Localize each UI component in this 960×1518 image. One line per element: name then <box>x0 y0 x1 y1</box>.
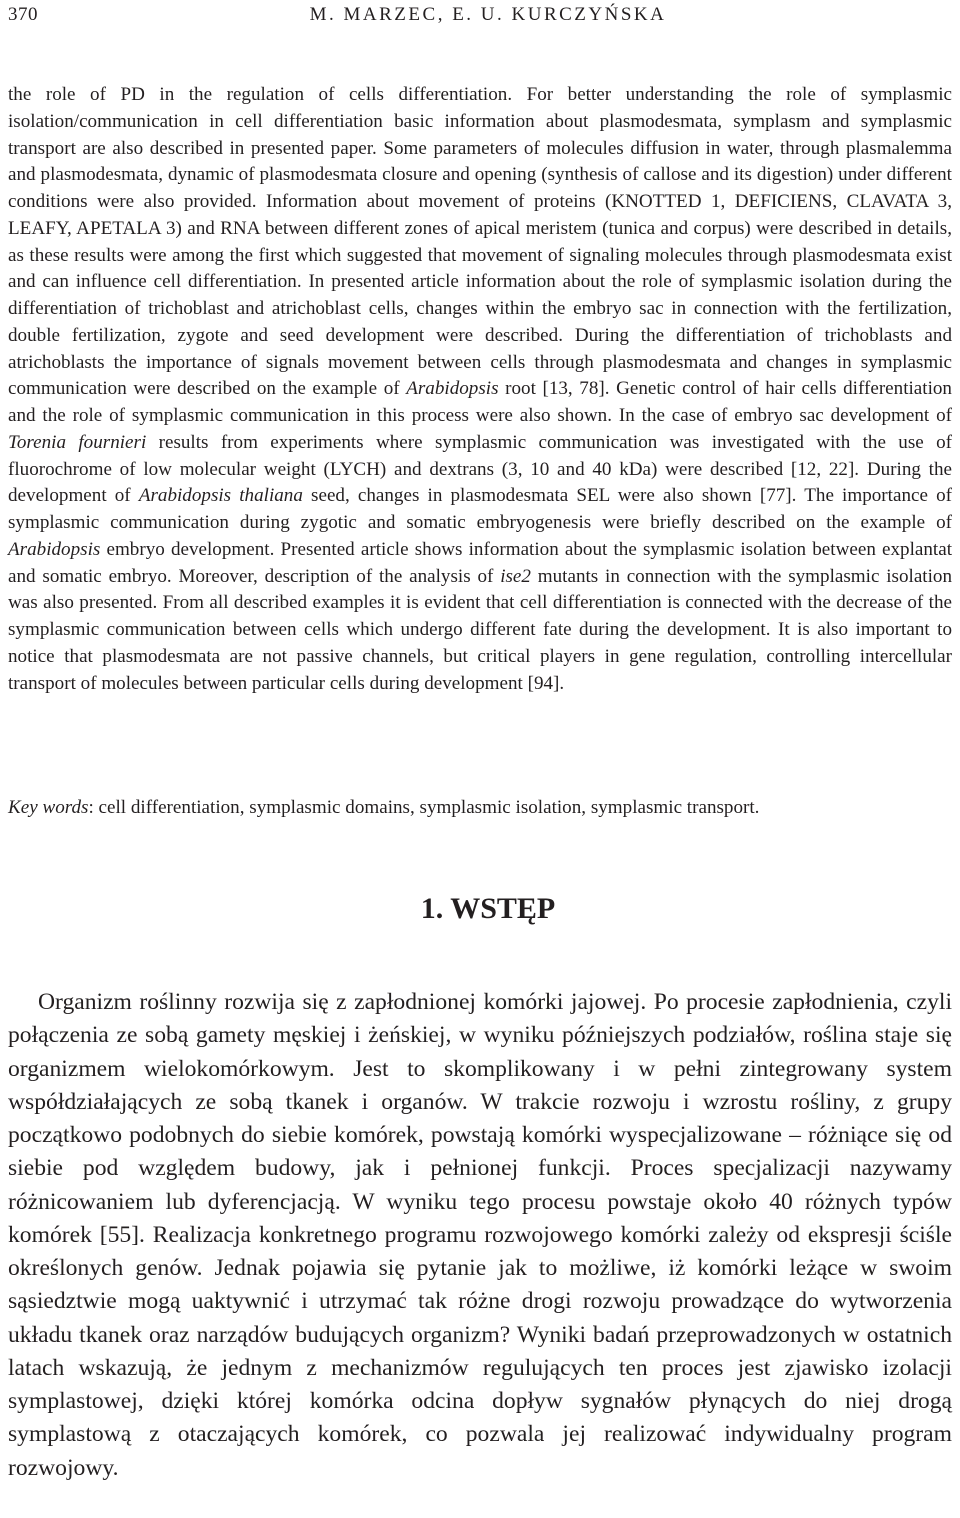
abstract-paragraph <box>8 82 952 697</box>
page-number: 370 <box>8 4 38 25</box>
abstract-text-2: root [13, 78]. Genetic control of hair cells differentiation and the role of symplasmic communication in this process were also shown. In the case of embryo sac development of <box>8 378 952 426</box>
section-heading: 1. WSTĘP <box>420 892 556 925</box>
abstract <box>8 82 952 697</box>
keywords <box>8 795 952 821</box>
keywords-text: : cell differentiation, symplasmic domains, symplasmic isolation, symplasmic transport. <box>88 797 760 818</box>
abstract-text-1: the role of PD in the regulation of cells differentiation. For better understanding the role of symplasmic isolation/communication in cell differentiation basic information about plasmodesmata, symplasm and symplasmic transport are also described in presented paper. Some parameters of molecules diffusion in water, through plasmalemma and plasmodesmata, dynamic of plasmodesmata closure and opening (synthesis of callose and its digestion) under different conditions were also provided. Information about movement of proteins (KNOTTED 1, DEFICIENS, CLAVATA 3, LEAFY, APETALA 3) and RNA between different zones of apical meristem (tunica and corpus) were described in details, as these results were among the first which suggested that movement of signaling molecules through plasmodesmata exist and can influence cell differentiation. In presented article information about the role of symplasmic isolation during the differentiation of trichoblast and atrichoblast cells, changes within the embryo sac in connection with the fertilization, double fertilization, zygote and seed development were described. During the differentiation of trichoblasts and atrichoblasts the importance of signals movement between cells through plasmodesmata and changes in symplasmic communication were described on the example of <box>8 84 952 400</box>
abstract-text-4: seed, changes in plasmodesmata SEL were also shown [77]. The importance of symplasmic communication during zygotic and somatic embryogenesis were briefly described on the example of <box>8 485 952 533</box>
running-header <box>8 4 952 28</box>
species-name: Arabidopsis <box>8 538 101 560</box>
species-name: Torenia fournieri <box>8 431 147 453</box>
mutant-name: ise2 <box>500 565 531 587</box>
running-header-authors: M. MARZEC, E. U. KURCZYŃSKA <box>309 4 667 25</box>
abstract-text-3: results from experiments where symplasmic communication was investigated with the use of fluorochrome of low molecular weight (LYCH) and dextrans (3, 10 and 40 kDa) were described [12, 22]. During the development of <box>8 431 952 507</box>
species-name: Arabidopsis thaliana <box>138 485 303 507</box>
body-paragraph: Organizm roślinny rozwija się z zapłodnionej komórki jajowej. Po procesie zapłodnienia, czyli połączenia ze sobą gamety męskiej i żeńskiej, w wyniku późniejszych podziałów, roślina staje się organizmem wielokomórkowym. Jest to skomplikowany i w pełni zintegrowany system współdziałających ze sobą tkanek i organów. W trakcie rozwoju i wzrostu rośliny, z grupy początkowo podobnych do siebie komórek, powstają komórki wyspecjalizowane – różniące się od siebie pod względem budowy, jak i pełnionej funkcji. Proces specjalizacji nazywamy różnicowaniem lub dyferencjacją. W wyniku tego procesu powstaje około 40 różnych typów komórek [55]. Realizacja konkretnego programu rozwojowego komórki zależy od ekspresji ściśle określonych genów. Jednak pojawia się pytanie jak to możliwe, iż komórki leżące w swoim sąsiedztwie mogą uaktywnić i utrzymać tak różne drogi rozwoju prowadzące do wytworzenia układu tkanek oraz narządów budujących organizm? Wyniki badań przeprowadzonych w ostatnich latach wskazują, że jednym z mechanizmów regulujących ten proces jest zjawisko izolacji symplastowej, dzięki której komórka odcina dopływ sygnałów płynących do niej drogą symplastową z otaczających komórek, co pozwala jej realizować indywidualny program rozwojowy. <box>8 989 952 1481</box>
species-name: Arabidopsis <box>406 378 499 400</box>
abstract-text-5: embryo development. Presented article shows information about the symplasmic isolation between explantat and somatic embryo. Moreover, description of the analysis of <box>8 538 952 587</box>
keywords-label: Key words <box>8 797 89 818</box>
abstract-text-6: mutants in connection with the symplasmic isolation was also presented. From all described examples it is evident that cell differentiation is connected with the decrease of the symplasmic communication between cells which undergo different fate during the development. It is also important to notice that plasmodesmata are not passive channels, but critical players in gene regulation, controlling intercellular transport of molecules between particular cells during development [94]. <box>8 565 952 694</box>
